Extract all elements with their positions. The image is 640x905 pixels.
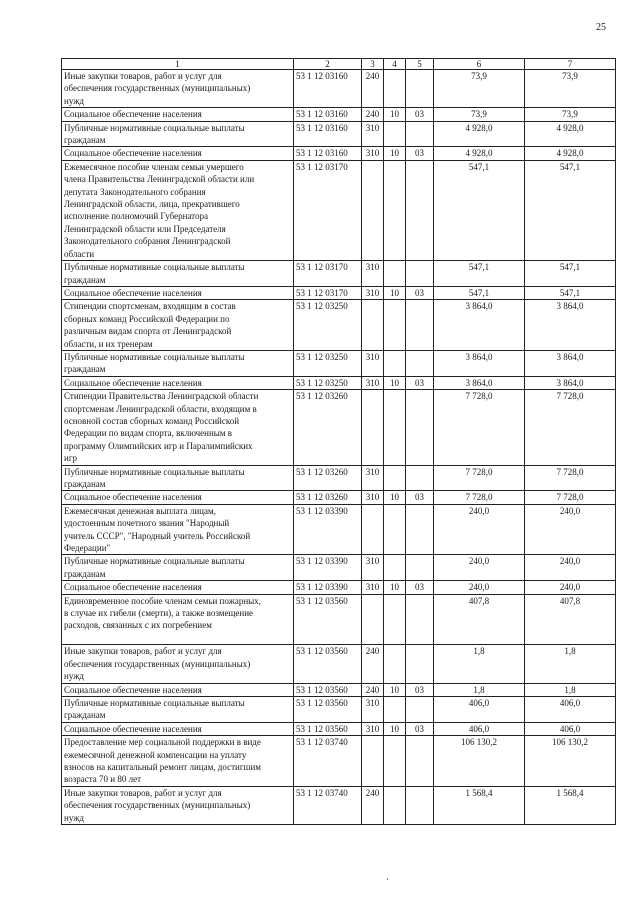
row-name-cell: Стипендии спортсменам, входящим в состав сборных команд Российской Федерации по различным видам спорта от Ленинградской области, и их тренерам: [62, 300, 294, 351]
table-row: [62, 696, 616, 722]
row-subsection-cell: [406, 121, 434, 147]
row-name-cell: Иные закупки товаров, работ и услуг для обеспечения государственных (муниципальных) нужд: [62, 70, 294, 108]
row-code-cell: 53 1 12 03160: [294, 147, 362, 160]
row-vr-cell: 310: [362, 121, 384, 147]
row-section-cell: [384, 594, 406, 645]
row-amount-2-cell: 240,0: [525, 581, 616, 594]
row-section-cell: [384, 736, 406, 787]
row-amount-cell: 240,0: [434, 581, 525, 594]
row-amount-2-cell: 407,8: [525, 594, 616, 645]
row-section-cell: [384, 350, 406, 376]
row-section-cell: [384, 70, 406, 108]
table-row: [62, 736, 616, 787]
row-section-cell: [384, 300, 406, 351]
row-code-cell: 53 1 12 03170: [294, 160, 362, 260]
row-subsection-cell: [406, 465, 434, 491]
row-vr-cell: 310: [362, 261, 384, 287]
row-name-cell: Социальное обеспечение населения: [62, 376, 294, 389]
row-section-cell: [384, 390, 406, 465]
row-amount-cell: 547,1: [434, 160, 525, 260]
row-amount-2-cell: 547,1: [525, 160, 616, 260]
column-header: 5: [406, 59, 434, 70]
row-subsection-cell: [406, 555, 434, 581]
table-row: [62, 121, 616, 147]
row-subsection-cell: [406, 160, 434, 260]
table-row: [62, 722, 616, 735]
row-amount-cell: 547,1: [434, 286, 525, 299]
table-row: [62, 683, 616, 696]
table-row: [62, 465, 616, 491]
row-code-cell: 53 1 12 03740: [294, 786, 362, 824]
row-code-cell: 53 1 12 03560: [294, 696, 362, 722]
row-section-cell: [384, 160, 406, 260]
row-amount-2-cell: 106 130,2: [525, 736, 616, 787]
row-amount-cell: 240,0: [434, 555, 525, 581]
row-amount-2-cell: 7 728,0: [525, 390, 616, 465]
row-code-cell: 53 1 12 03390: [294, 581, 362, 594]
row-amount-cell: 1,8: [434, 645, 525, 683]
row-subsection-cell: [406, 390, 434, 465]
table-row: [62, 555, 616, 581]
row-name-cell: Публичные нормативные социальные выплаты гражданам: [62, 350, 294, 376]
row-subsection-cell: 03: [406, 147, 434, 160]
row-amount-cell: 547,1: [434, 261, 525, 287]
row-section-cell: 10: [384, 581, 406, 594]
row-amount-2-cell: 3 864,0: [525, 376, 616, 389]
row-name-cell: Социальное обеспечение населения: [62, 108, 294, 121]
row-vr-cell: [362, 300, 384, 351]
column-header: 4: [384, 59, 406, 70]
row-code-cell: 53 1 12 03160: [294, 108, 362, 121]
row-section-cell: 10: [384, 491, 406, 504]
row-amount-cell: 3 864,0: [434, 350, 525, 376]
page-number: 25: [596, 22, 606, 33]
row-vr-cell: 310: [362, 147, 384, 160]
row-section-cell: 10: [384, 376, 406, 389]
row-name-cell: Социальное обеспечение населения: [62, 581, 294, 594]
row-subsection-cell: 03: [406, 581, 434, 594]
row-section-cell: [384, 555, 406, 581]
row-name-cell: Публичные нормативные социальные выплаты гражданам: [62, 261, 294, 287]
row-subsection-cell: 03: [406, 491, 434, 504]
row-amount-cell: 7 728,0: [434, 491, 525, 504]
row-subsection-cell: 03: [406, 108, 434, 121]
row-name-cell: Иные закупки товаров, работ и услуг для обеспечения государственных (муниципальных) нужд: [62, 786, 294, 824]
row-amount-2-cell: 1 568,4: [525, 786, 616, 824]
row-section-cell: 10: [384, 147, 406, 160]
row-subsection-cell: [406, 70, 434, 108]
row-subsection-cell: 03: [406, 722, 434, 735]
row-name-cell: Социальное обеспечение населения: [62, 491, 294, 504]
row-name-cell: Публичные нормативные социальные выплаты гражданам: [62, 121, 294, 147]
row-section-cell: [384, 121, 406, 147]
row-amount-2-cell: 1,8: [525, 683, 616, 696]
row-code-cell: 53 1 12 03560: [294, 683, 362, 696]
row-vr-cell: 310: [362, 350, 384, 376]
table-row: [62, 491, 616, 504]
row-section-cell: 10: [384, 683, 406, 696]
row-code-cell: 53 1 12 03250: [294, 350, 362, 376]
row-subsection-cell: [406, 645, 434, 683]
table-row: [62, 376, 616, 389]
table-row: [62, 300, 616, 351]
column-header: 6: [434, 59, 525, 70]
row-subsection-cell: [406, 786, 434, 824]
row-amount-cell: 1 568,4: [434, 786, 525, 824]
row-name-cell: Социальное обеспечение населения: [62, 683, 294, 696]
row-section-cell: 10: [384, 286, 406, 299]
table-row: [62, 108, 616, 121]
row-code-cell: 53 1 12 03390: [294, 555, 362, 581]
table-row: [62, 581, 616, 594]
column-header: 7: [525, 59, 616, 70]
row-amount-2-cell: 73,9: [525, 108, 616, 121]
row-vr-cell: 310: [362, 696, 384, 722]
row-code-cell: 53 1 12 03250: [294, 300, 362, 351]
row-code-cell: 53 1 12 03740: [294, 736, 362, 787]
row-vr-cell: 240: [362, 645, 384, 683]
row-vr-cell: [362, 594, 384, 645]
row-vr-cell: [362, 504, 384, 555]
row-name-cell: Социальное обеспечение населения: [62, 722, 294, 735]
row-amount-cell: 106 130,2: [434, 736, 525, 787]
row-vr-cell: 240: [362, 108, 384, 121]
row-amount-2-cell: 240,0: [525, 504, 616, 555]
table-row: [62, 645, 616, 683]
row-amount-cell: 1,8: [434, 683, 525, 696]
row-amount-cell: 7 728,0: [434, 390, 525, 465]
row-amount-2-cell: 406,0: [525, 696, 616, 722]
row-vr-cell: 310: [362, 376, 384, 389]
row-subsection-cell: [406, 594, 434, 645]
row-subsection-cell: [406, 736, 434, 787]
row-amount-2-cell: 4 928,0: [525, 121, 616, 147]
row-code-cell: 53 1 12 03170: [294, 261, 362, 287]
row-amount-cell: 407,8: [434, 594, 525, 645]
row-vr-cell: 240: [362, 70, 384, 108]
row-subsection-cell: [406, 504, 434, 555]
row-code-cell: 53 1 12 03250: [294, 376, 362, 389]
row-amount-2-cell: 73,9: [525, 70, 616, 108]
row-amount-2-cell: 7 728,0: [525, 465, 616, 491]
row-code-cell: 53 1 12 03160: [294, 121, 362, 147]
row-amount-cell: 73,9: [434, 108, 525, 121]
budget-table: [61, 58, 616, 825]
table-row: [62, 786, 616, 824]
row-code-cell: 53 1 12 03260: [294, 390, 362, 465]
row-section-cell: 10: [384, 722, 406, 735]
row-section-cell: [384, 786, 406, 824]
table-row: [62, 160, 616, 260]
row-amount-cell: 73,9: [434, 70, 525, 108]
table-row: [62, 350, 616, 376]
row-vr-cell: 310: [362, 722, 384, 735]
row-code-cell: 53 1 12 03160: [294, 70, 362, 108]
row-code-cell: 53 1 12 03560: [294, 645, 362, 683]
row-subsection-cell: [406, 696, 434, 722]
row-amount-cell: 3 864,0: [434, 300, 525, 351]
row-amount-cell: 240,0: [434, 504, 525, 555]
row-name-cell: Социальное обеспечение населения: [62, 286, 294, 299]
table-row: [62, 594, 616, 645]
row-name-cell: Публичные нормативные социальные выплаты гражданам: [62, 696, 294, 722]
table-row: [62, 504, 616, 555]
row-subsection-cell: [406, 350, 434, 376]
column-header: 2: [294, 59, 362, 70]
row-vr-cell: 310: [362, 465, 384, 491]
row-vr-cell: 310: [362, 286, 384, 299]
row-amount-2-cell: 406,0: [525, 722, 616, 735]
row-section-cell: [384, 261, 406, 287]
table-row: [62, 286, 616, 299]
row-code-cell: 53 1 12 03170: [294, 286, 362, 299]
row-section-cell: [384, 696, 406, 722]
row-code-cell: 53 1 12 03560: [294, 722, 362, 735]
row-name-cell: Публичные нормативные социальные выплаты гражданам: [62, 465, 294, 491]
row-name-cell: Публичные нормативные социальные выплаты гражданам: [62, 555, 294, 581]
row-code-cell: 53 1 12 03260: [294, 491, 362, 504]
row-vr-cell: 240: [362, 683, 384, 696]
row-section-cell: [384, 465, 406, 491]
row-amount-cell: 3 864,0: [434, 376, 525, 389]
row-vr-cell: [362, 390, 384, 465]
row-amount-2-cell: 1,8: [525, 645, 616, 683]
row-amount-cell: 4 928,0: [434, 147, 525, 160]
row-name-cell: Предоставление мер социальной поддержки в виде ежемесячной денежной компенсации на уплату взносов на капитальный ремонт лицам, достигшим возраста 70 и 80 лет: [62, 736, 294, 787]
row-name-cell: Ежемесячная денежная выплата лицам, удостоенным почетного звания "Народный учитель СССР", "Народный учитель Российской Федерации": [62, 504, 294, 555]
row-code-cell: 53 1 12 03260: [294, 465, 362, 491]
row-amount-2-cell: 3 864,0: [525, 300, 616, 351]
table-row: [62, 147, 616, 160]
row-amount-2-cell: 547,1: [525, 261, 616, 287]
row-amount-2-cell: 4 928,0: [525, 147, 616, 160]
row-amount-2-cell: 240,0: [525, 555, 616, 581]
row-name-cell: Стипендии Правительства Ленинградской области спортсменам Ленинградской области, входящим в основной состав сборных команд Российской Федерации по видам спорта, включенным в программу Олимпийских игр и Паралимпийских игр: [62, 390, 294, 465]
row-section-cell: [384, 504, 406, 555]
table-row: [62, 390, 616, 465]
row-vr-cell: [362, 736, 384, 787]
table-row: [62, 261, 616, 287]
row-subsection-cell: 03: [406, 286, 434, 299]
column-header: 1: [62, 59, 294, 70]
row-amount-cell: 406,0: [434, 722, 525, 735]
row-subsection-cell: 03: [406, 376, 434, 389]
row-subsection-cell: [406, 261, 434, 287]
row-vr-cell: 310: [362, 581, 384, 594]
row-vr-cell: 310: [362, 555, 384, 581]
row-vr-cell: 310: [362, 491, 384, 504]
table-header-row: [62, 59, 616, 70]
scan-mark: ‘: [386, 876, 389, 886]
row-vr-cell: 240: [362, 786, 384, 824]
row-subsection-cell: 03: [406, 683, 434, 696]
row-amount-2-cell: 7 728,0: [525, 491, 616, 504]
row-amount-cell: 4 928,0: [434, 121, 525, 147]
row-code-cell: 53 1 12 03390: [294, 504, 362, 555]
row-subsection-cell: [406, 300, 434, 351]
row-section-cell: [384, 645, 406, 683]
row-amount-cell: 406,0: [434, 696, 525, 722]
row-vr-cell: [362, 160, 384, 260]
row-amount-2-cell: 547,1: [525, 286, 616, 299]
row-section-cell: 10: [384, 108, 406, 121]
row-name-cell: Иные закупки товаров, работ и услуг для обеспечения государственных (муниципальных) нужд: [62, 645, 294, 683]
row-name-cell: Единовременное пособие членам семьи пожарных, в случае их гибели (смерти), а также возмещение расходов, связанных с их погребением: [62, 594, 294, 645]
row-name-cell: Социальное обеспечение населения: [62, 147, 294, 160]
row-code-cell: 53 1 12 03560: [294, 594, 362, 645]
table-row: [62, 70, 616, 108]
column-header: 3: [362, 59, 384, 70]
row-amount-cell: 7 728,0: [434, 465, 525, 491]
row-amount-2-cell: 3 864,0: [525, 350, 616, 376]
row-name-cell: Ежемесячное пособие членам семьи умершего члена Правительства Ленинградской области или депутата Законодательного собрания Ленинградской области, лица, прекратившего исполнение полномочий Губернатора Ленинградской области или Председателя Законодательного собрания Ленинградской области: [62, 160, 294, 260]
